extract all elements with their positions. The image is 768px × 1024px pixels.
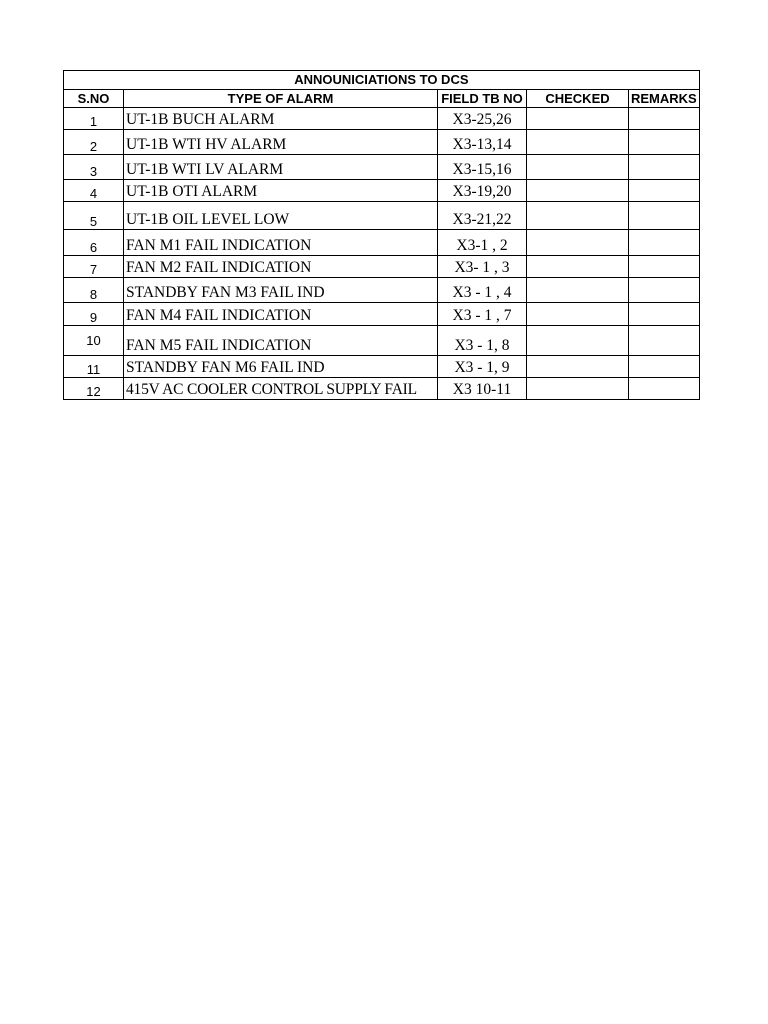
cell-alarm: FAN M5 FAIL INDICATION xyxy=(124,326,438,356)
cell-remarks[interactable] xyxy=(629,155,700,180)
table-title: ANNOUNICIATIONS TO DCS xyxy=(64,71,700,90)
announciation-table xyxy=(63,70,700,400)
table-row xyxy=(64,356,700,378)
cell-checked[interactable] xyxy=(527,278,629,303)
cell-field-tb: X3-15,16 xyxy=(438,155,527,180)
title-row xyxy=(64,71,700,90)
cell-checked[interactable] xyxy=(527,130,629,155)
table-row xyxy=(64,155,700,180)
cell-field-tb: X3- 1 , 3 xyxy=(438,256,527,278)
cell-alarm: FAN M2 FAIL INDICATION xyxy=(124,256,438,278)
cell-sno: 12 xyxy=(64,378,124,400)
table-body xyxy=(64,108,700,400)
cell-sno: 9 xyxy=(64,303,124,326)
cell-sno: 3 xyxy=(64,155,124,180)
cell-alarm: FAN M4 FAIL INDICATION xyxy=(124,303,438,326)
header-remarks: REMARKS xyxy=(629,90,700,108)
table-row xyxy=(64,326,700,356)
cell-checked[interactable] xyxy=(527,256,629,278)
table-row xyxy=(64,230,700,256)
cell-alarm: UT-1B WTI LV ALARM xyxy=(124,155,438,180)
table-row xyxy=(64,278,700,303)
cell-alarm: UT-1B OTI ALARM xyxy=(124,180,438,202)
cell-alarm: UT-1B OIL LEVEL LOW xyxy=(124,202,438,230)
cell-remarks[interactable] xyxy=(629,202,700,230)
table-row xyxy=(64,108,700,130)
cell-alarm: 415V AC COOLER CONTROL SUPPLY FAIL xyxy=(124,378,438,400)
cell-alarm: STANDBY FAN M6 FAIL IND xyxy=(124,356,438,378)
cell-remarks[interactable] xyxy=(629,356,700,378)
cell-checked[interactable] xyxy=(527,155,629,180)
cell-field-tb: X3-25,26 xyxy=(438,108,527,130)
table-row xyxy=(64,202,700,230)
cell-remarks[interactable] xyxy=(629,326,700,356)
header-row xyxy=(64,90,700,108)
cell-sno: 10 xyxy=(64,326,124,356)
cell-sno: 6 xyxy=(64,230,124,256)
cell-sno: 8 xyxy=(64,278,124,303)
cell-remarks[interactable] xyxy=(629,256,700,278)
cell-sno: 4 xyxy=(64,180,124,202)
cell-field-tb: X3 - 1 , 4 xyxy=(438,278,527,303)
cell-checked[interactable] xyxy=(527,230,629,256)
cell-checked[interactable] xyxy=(527,326,629,356)
cell-checked[interactable] xyxy=(527,202,629,230)
table-row xyxy=(64,303,700,326)
cell-alarm: UT-1B BUCH ALARM xyxy=(124,108,438,130)
cell-sno: 7 xyxy=(64,256,124,278)
cell-checked[interactable] xyxy=(527,303,629,326)
table-row xyxy=(64,130,700,155)
cell-field-tb: X3 - 1 , 7 xyxy=(438,303,527,326)
cell-remarks[interactable] xyxy=(629,108,700,130)
header-sno: S.NO xyxy=(64,90,124,108)
cell-remarks[interactable] xyxy=(629,303,700,326)
cell-checked[interactable] xyxy=(527,108,629,130)
header-checked: CHECKED xyxy=(527,90,629,108)
cell-sno: 11 xyxy=(64,356,124,378)
cell-field-tb: X3-19,20 xyxy=(438,180,527,202)
cell-field-tb: X3 10-11 xyxy=(438,378,527,400)
cell-field-tb: X3-1 , 2 xyxy=(438,230,527,256)
cell-remarks[interactable] xyxy=(629,378,700,400)
cell-alarm: STANDBY FAN M3 FAIL IND xyxy=(124,278,438,303)
cell-sno: 1 xyxy=(64,108,124,130)
cell-checked[interactable] xyxy=(527,378,629,400)
cell-sno: 5 xyxy=(64,202,124,230)
table-row xyxy=(64,256,700,278)
cell-checked[interactable] xyxy=(527,356,629,378)
cell-field-tb: X3 - 1, 9 xyxy=(438,356,527,378)
table-row xyxy=(64,180,700,202)
cell-remarks[interactable] xyxy=(629,278,700,303)
header-field-tb-no: FIELD TB NO xyxy=(438,90,527,108)
cell-checked[interactable] xyxy=(527,180,629,202)
cell-alarm: UT-1B WTI HV ALARM xyxy=(124,130,438,155)
cell-field-tb: X3-13,14 xyxy=(438,130,527,155)
cell-remarks[interactable] xyxy=(629,230,700,256)
cell-sno: 2 xyxy=(64,130,124,155)
cell-field-tb: X3 - 1, 8 xyxy=(438,326,527,356)
cell-remarks[interactable] xyxy=(629,130,700,155)
cell-field-tb: X3-21,22 xyxy=(438,202,527,230)
table-row xyxy=(64,378,700,400)
cell-alarm: FAN M1 FAIL INDICATION xyxy=(124,230,438,256)
cell-remarks[interactable] xyxy=(629,180,700,202)
header-type-of-alarm: TYPE OF ALARM xyxy=(124,90,438,108)
